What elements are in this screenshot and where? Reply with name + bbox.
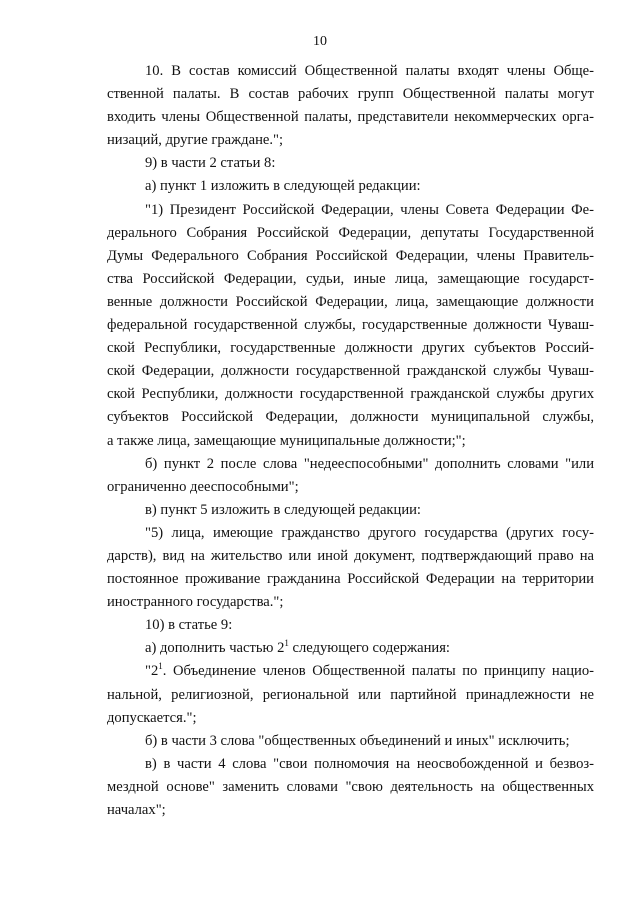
text-line: ственной палаты. В состав рабочих групп Общественной палаты могут (107, 86, 594, 103)
paragraph (107, 637, 594, 660)
text-line: низаций, другие граждане."; (107, 132, 284, 149)
text-line: дарств), вид на жительство или иной документ, подтверждающий право на (107, 547, 594, 564)
paragraph (107, 453, 594, 499)
text-line: Думы Федерального Собрания Российской Федерации, члены Правитель- (107, 247, 594, 264)
paragraph (107, 660, 594, 729)
text-fragment: . Объединение членов Общественной палаты по принципу нацио- (162, 663, 594, 680)
text-line: в) пункт 5 изложить в следующей редакции: (145, 501, 421, 518)
text-line (107, 637, 594, 660)
paragraph (107, 499, 594, 522)
document-body (107, 60, 594, 822)
text-line: 9) в части 2 статьи 8: (145, 155, 276, 172)
text-line: "1) Президент Российской Федерации, члены Совета Федерации Фе- (145, 201, 594, 218)
text-line: ской Республики, государственные должности других субъектов Россий- (107, 340, 594, 357)
text-line: б) в части 3 слова "общественных объединений и иных" исключить; (145, 732, 570, 749)
text-fragment: "2 (145, 663, 159, 680)
text-line: ской Республики, должности государственной гражданской службы других (107, 386, 594, 403)
text-line (107, 660, 594, 683)
superscript: 1 (284, 638, 289, 649)
text-line: постоянное проживание гражданина Российской Федерации на территории (107, 571, 594, 588)
text-line: 10) в статье 9: (145, 617, 233, 634)
text-line: венные должности Российской Федерации, лица, замещающие должности (107, 293, 594, 310)
text-line: ства Российской Федерации, судьи, иные лица, замещающие государст- (107, 270, 594, 287)
text-fragment: а) дополнить частью 2 (145, 640, 285, 657)
superscript: 1 (158, 661, 163, 672)
text-line: мездной основе" заменить словами "свою деятельность на общественных (107, 778, 594, 795)
text-line: б) пункт 2 после слова "недееспособными" дополнить словами "или (145, 455, 594, 472)
text-line: ской Федерации, должности государственной гражданской службы Чуваш- (107, 363, 594, 380)
text-line: федеральной государственной службы, государственные должности Чуваш- (107, 317, 594, 334)
paragraph (107, 753, 594, 822)
paragraph (107, 614, 594, 637)
text-line: в) в части 4 слова "свои полномочия на неосвобожденной и безвоз- (145, 755, 594, 772)
page-number: 10 (313, 34, 327, 49)
text-line: ограниченно дееспособными"; (107, 478, 299, 495)
text-line: 10. В состав комиссий Общественной палаты входят члены Обще- (145, 63, 594, 79)
paragraph (107, 199, 594, 453)
paragraph (107, 60, 594, 152)
text-line: субъектов Российской Федерации, должности муниципальной службы, (107, 409, 594, 426)
text-fragment: следующего содержания: (288, 640, 450, 657)
text-line: нальной, религиозной, региональной или партийной принадлежности не (107, 686, 594, 703)
paragraph (107, 152, 594, 175)
text-line: иностранного государства."; (107, 594, 284, 611)
text-line: дерального Собрания Российской Федерации, депутаты Государственной (107, 224, 594, 241)
paragraph (107, 730, 594, 753)
text-line: входить члены Общественной палаты, представители некоммерческих орга- (107, 109, 594, 126)
text-line: "5) лица, имеющие гражданство другого государства (других госу- (145, 524, 594, 541)
paragraph (107, 522, 594, 614)
text-line: допускается."; (107, 709, 197, 726)
text-line: а) пункт 1 изложить в следующей редакции: (145, 178, 421, 195)
paragraph (107, 175, 594, 198)
text-line: началах"; (107, 802, 166, 818)
text-line: а также лица, замещающие муниципальные должности;"; (107, 432, 466, 449)
